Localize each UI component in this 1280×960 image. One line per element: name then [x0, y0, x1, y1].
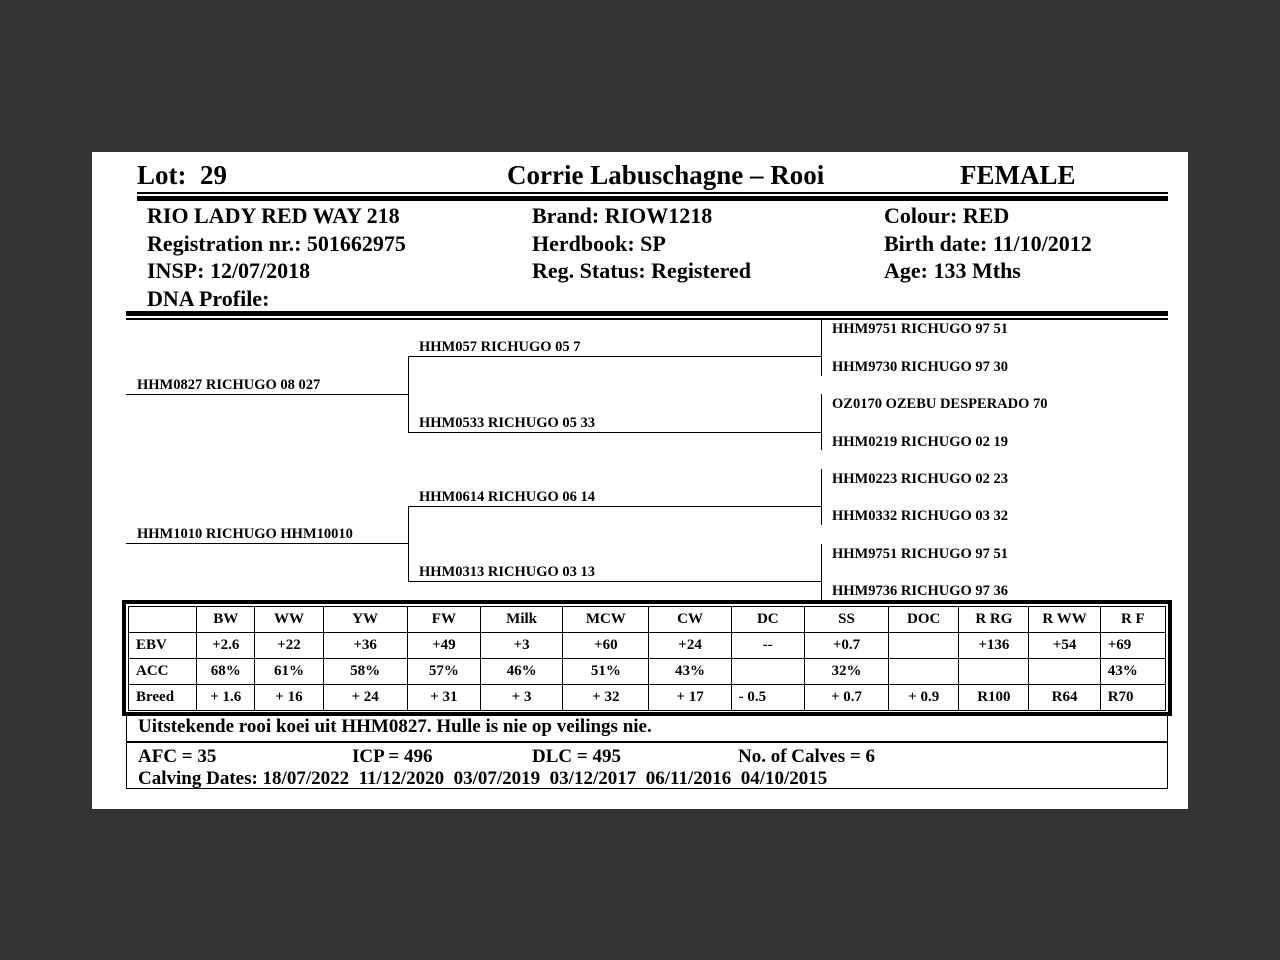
- header-cell: R WW: [1029, 607, 1100, 633]
- pedigree-sire-dam: HHM0533 RICHUGO 05 33: [419, 415, 596, 431]
- header-cell: DC: [731, 607, 804, 633]
- animal-info-middle: [532, 202, 751, 285]
- table-cell: +60: [563, 633, 649, 659]
- table-cell: + 16: [255, 685, 323, 711]
- ebv-row: [129, 633, 1166, 659]
- table-cell: 61%: [255, 659, 323, 685]
- table-cell: + 17: [649, 685, 731, 711]
- pedigree-ggp-6: HHM0332 RICHUGO 03 32: [832, 508, 1009, 524]
- table-cell: +49: [407, 633, 480, 659]
- pedigree-sire-sire: HHM057 RICHUGO 05 7: [419, 339, 581, 355]
- ebv-table: [128, 606, 1166, 711]
- table-cell: R100: [959, 685, 1029, 711]
- table-cell: +3: [480, 633, 562, 659]
- pedigree-sire: HHM0827 RICHUGO 08 027: [137, 377, 321, 393]
- pedigree-ggp-1: HHM9751 RICHUGO 97 51: [832, 321, 1009, 337]
- table-cell: + 31: [407, 685, 480, 711]
- table-cell: 46%: [480, 659, 562, 685]
- animal-info-left: [147, 202, 406, 312]
- registration-number: Registration nr.: 501662975: [147, 230, 406, 256]
- table-cell: + 0.7: [804, 685, 888, 711]
- row-label: EBV: [129, 633, 197, 659]
- sex-label: FEMALE: [960, 160, 1076, 190]
- lot-label: Lot: 29: [137, 160, 227, 190]
- info-rule-thin: [126, 318, 1168, 320]
- table-cell: --: [731, 633, 804, 659]
- table-cell: 32%: [804, 659, 888, 685]
- pedigree-dam-dam: HHM0313 RICHUGO 03 13: [419, 564, 596, 580]
- calving-info: [126, 742, 1168, 789]
- table-cell: 43%: [1100, 659, 1165, 685]
- pedigree-dam-sire: HHM0614 RICHUGO 06 14: [419, 489, 596, 505]
- table-cell: + 3: [480, 685, 562, 711]
- header-cell: DOC: [889, 607, 959, 633]
- herdbook: Herdbook: SP: [532, 230, 666, 256]
- table-cell: 68%: [197, 659, 255, 685]
- pedigree-ggp-2: HHM9730 RICHUGO 97 30: [832, 359, 1009, 375]
- colour: Colour: RED: [884, 203, 1010, 228]
- table-cell: 51%: [563, 659, 649, 685]
- header-cell: FW: [407, 607, 480, 633]
- pedigree-ggp-8: HHM9736 RICHUGO 97 36: [832, 583, 1009, 599]
- pedigree-ggp-3: OZ0170 OZEBU DESPERADO 70: [832, 396, 1048, 412]
- dlc: DLC = 495: [532, 746, 621, 767]
- header-cell: YW: [323, 607, 407, 633]
- breed-row: [129, 685, 1166, 711]
- dna-profile: DNA Profile:: [147, 285, 270, 311]
- table-cell: + 32: [563, 685, 649, 711]
- table-cell: [731, 659, 804, 685]
- lot-card: [92, 152, 1188, 809]
- calving-dates: Calving Dates: 18/07/2022 11/12/2020 03/07/2019 03/12/2017 06/11/2016 04/10/2015: [138, 768, 828, 789]
- header-cell: WW: [255, 607, 323, 633]
- table-cell: 58%: [323, 659, 407, 685]
- pedigree-dam: HHM1010 RICHUGO HHM10010: [137, 526, 353, 542]
- birth-date: Birth date: 11/10/2012: [884, 230, 1092, 256]
- header-cell: R F: [1100, 607, 1165, 633]
- table-cell: +0.7: [804, 633, 888, 659]
- table-cell: +22: [255, 633, 323, 659]
- table-cell: R70: [1100, 685, 1165, 711]
- table-cell: +69: [1100, 633, 1165, 659]
- pedigree-ggp-4: HHM0219 RICHUGO 02 19: [832, 434, 1009, 450]
- number-of-calves: No. of Calves = 6: [738, 746, 875, 767]
- comment: Uitstekende rooi koei uit HHM0827. Hulle is nie op veilings nie.: [126, 714, 1168, 742]
- table-cell: + 24: [323, 685, 407, 711]
- header-cell: CW: [649, 607, 731, 633]
- header-cell: R RG: [959, 607, 1029, 633]
- age: Age: 133 Mths: [884, 258, 1021, 283]
- table-cell: +2.6: [197, 633, 255, 659]
- afc: AFC = 35: [138, 746, 217, 767]
- table-cell: 43%: [649, 659, 731, 685]
- table-cell: [1029, 659, 1100, 685]
- header-cell: BW: [197, 607, 255, 633]
- animal-info-right: [884, 202, 1092, 285]
- table-cell: - 0.5: [731, 685, 804, 711]
- table-cell: + 0.9: [889, 685, 959, 711]
- header-cell: Milk: [480, 607, 562, 633]
- reg-status: Reg. Status: Registered: [532, 258, 751, 283]
- header-rule-thin: [137, 192, 1168, 194]
- table-cell: [889, 633, 959, 659]
- table-cell: 57%: [407, 659, 480, 685]
- breeder-name: Corrie Labuschagne – Rooi: [507, 160, 825, 190]
- table-cell: [889, 659, 959, 685]
- header-rule-thick: [137, 196, 1168, 201]
- row-label: Breed: [129, 685, 197, 711]
- table-cell: [959, 659, 1029, 685]
- info-rule-thick: [126, 311, 1168, 316]
- table-cell: +136: [959, 633, 1029, 659]
- pedigree-ggp-5: HHM0223 RICHUGO 02 23: [832, 471, 1009, 487]
- ebv-table-frame: [122, 600, 1172, 716]
- ebv-header-row: [129, 607, 1166, 633]
- header-cell: MCW: [563, 607, 649, 633]
- row-label: ACC: [129, 659, 197, 685]
- acc-row: [129, 659, 1166, 685]
- header-cell: SS: [804, 607, 888, 633]
- icp: ICP = 496: [352, 746, 433, 767]
- brand: Brand: RIOW1218: [532, 203, 713, 228]
- table-cell: + 1.6: [197, 685, 255, 711]
- lot-number: 29: [200, 160, 227, 190]
- table-cell: +54: [1029, 633, 1100, 659]
- table-cell: +24: [649, 633, 731, 659]
- pedigree-ggp-7: HHM9751 RICHUGO 97 51: [832, 546, 1009, 562]
- animal-name: RIO LADY RED WAY 218: [147, 203, 400, 228]
- header-cell: [129, 607, 197, 633]
- insp-date: INSP: 12/07/2018: [147, 258, 311, 283]
- table-cell: R64: [1029, 685, 1100, 711]
- table-cell: +36: [323, 633, 407, 659]
